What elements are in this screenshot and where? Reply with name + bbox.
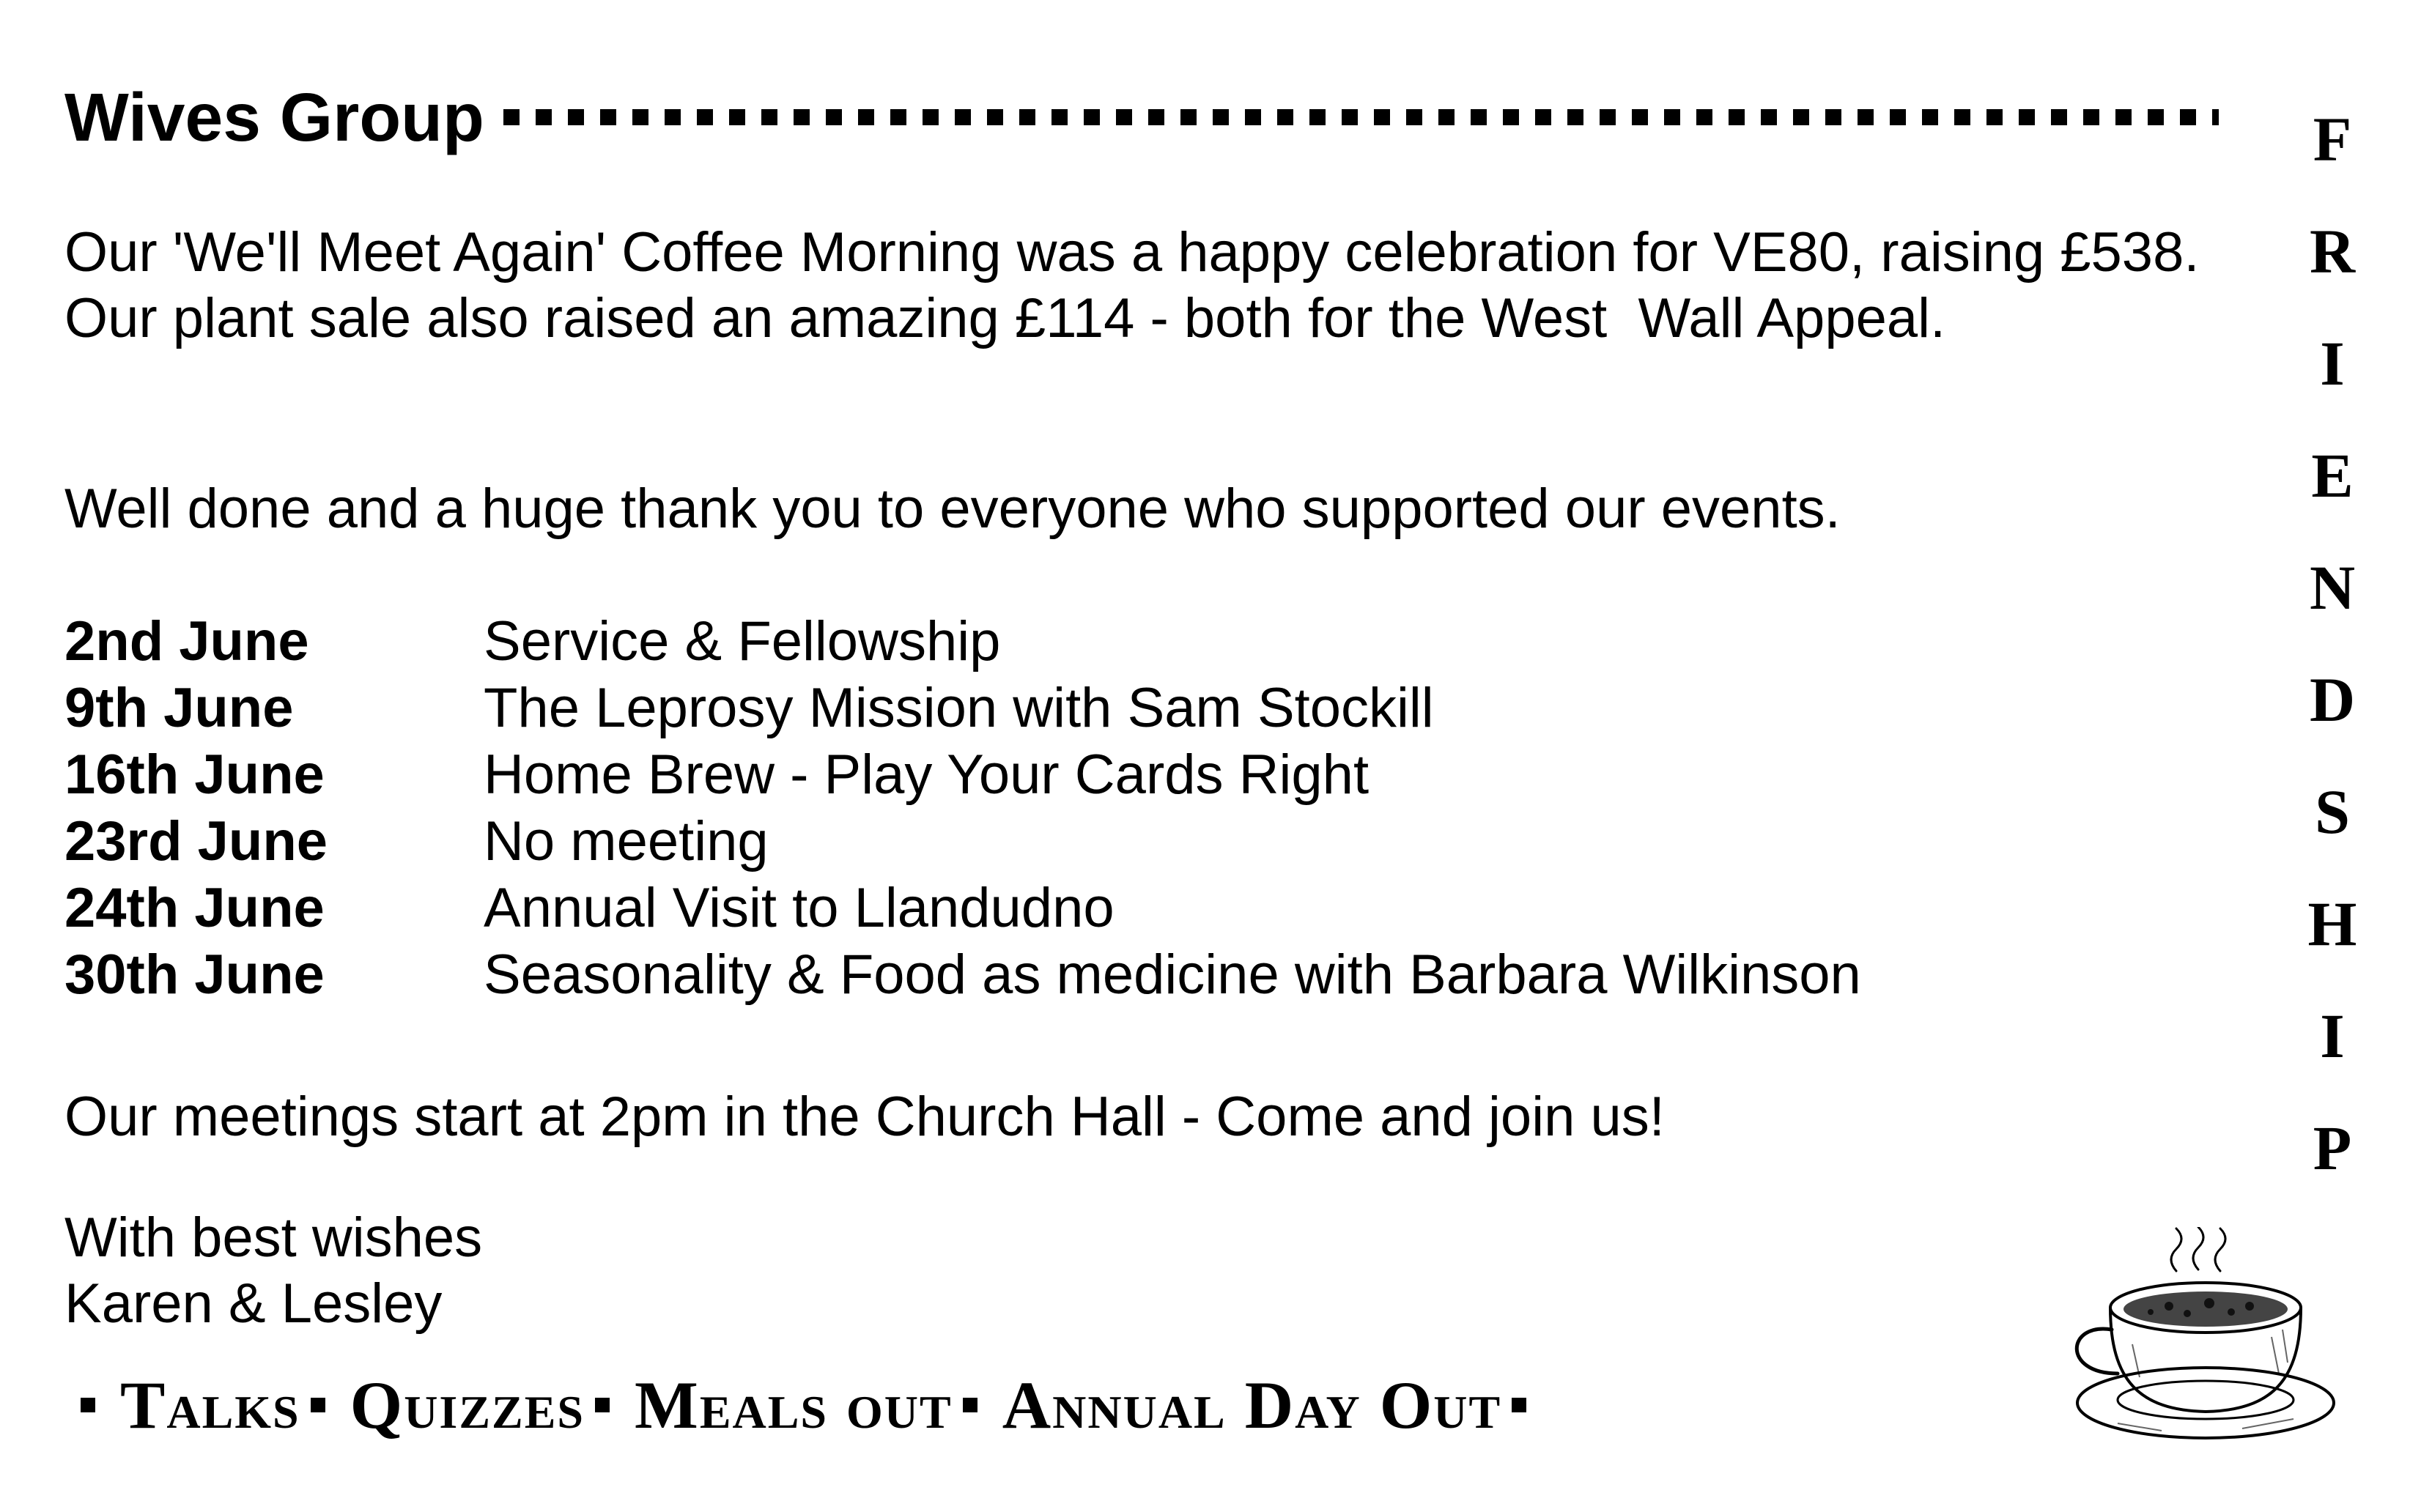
vertical-letter: E: [2311, 440, 2354, 511]
square-bullet-icon: [1512, 1398, 1526, 1412]
schedule-list: [64, 608, 2116, 1008]
banner-item: Talks: [120, 1368, 300, 1442]
signoff-names: Karen & Lesley: [64, 1272, 443, 1335]
vertical-letter: I: [2320, 328, 2345, 399]
schedule-event: No meeting: [484, 810, 769, 872]
banner-item: Quizzes: [350, 1368, 585, 1442]
schedule-row: [64, 741, 2116, 808]
square-bullet-icon: [311, 1398, 325, 1412]
schedule-event: Seasonality & Food as medicine with Barbara Wilkinson: [484, 944, 1861, 1006]
section-title: Wives Group: [64, 78, 484, 155]
schedule-date: 24th June: [64, 877, 325, 939]
banner-item: Annual Day Out: [1002, 1368, 1502, 1442]
square-bullet-icon: [595, 1398, 610, 1412]
vertical-letter: D: [2309, 664, 2356, 735]
coffee-cup-icon: [2052, 1227, 2337, 1454]
schedule-date: 9th June: [64, 677, 294, 739]
vertical-letter: R: [2309, 216, 2356, 286]
schedule-date: 30th June: [64, 944, 325, 1006]
schedule-event: The Leprosy Mission with Sam Stockill: [484, 677, 1434, 739]
signoff-greeting: With best wishes: [64, 1207, 483, 1269]
thanks-paragraph: Well done and a huge thank you to everyone who supported our events.: [64, 478, 1841, 540]
vertical-letter: F: [2313, 104, 2352, 174]
vertical-letter: P: [2313, 1113, 2352, 1183]
vertical-letter: N: [2309, 552, 2356, 623]
vertical-letter: S: [2315, 777, 2350, 847]
schedule-row: [64, 808, 2116, 875]
schedule-date: 16th June: [64, 744, 325, 806]
intro-paragraph: Our 'We'll Meet Again' Coffee Morning was a happy celebration for VE80, raising £538. Our plant sale also raised an amazing £114 - both for the West Wall Appeal.: [64, 221, 2215, 349]
schedule-row: [64, 941, 2116, 1008]
banner-item: Meals out: [635, 1368, 953, 1442]
schedule-date: 23rd June: [64, 810, 328, 872]
schedule-event: Home Brew - Play Your Cards Right: [484, 744, 1370, 806]
vertical-letter: I: [2320, 1001, 2345, 1071]
schedule-event: Annual Visit to Llandudno: [484, 877, 1115, 939]
square-bullet-icon: [81, 1398, 95, 1412]
dotted-rule: [503, 107, 2219, 127]
schedule-row: [64, 675, 2116, 741]
square-bullet-icon: [963, 1398, 977, 1412]
vertical-word: [2285, 103, 2380, 1223]
meetings-note: Our meetings start at 2pm in the Church Hall - Come and join us!: [64, 1086, 1665, 1148]
vertical-letter: H: [2307, 889, 2357, 959]
heading-row: [64, 73, 2219, 161]
schedule-event: Service & Fellowship: [484, 610, 1001, 672]
schedule-date: 2nd June: [64, 610, 309, 672]
schedule-row: [64, 608, 2116, 675]
activities-banner: [81, 1361, 1551, 1449]
schedule-row: [64, 875, 2116, 941]
